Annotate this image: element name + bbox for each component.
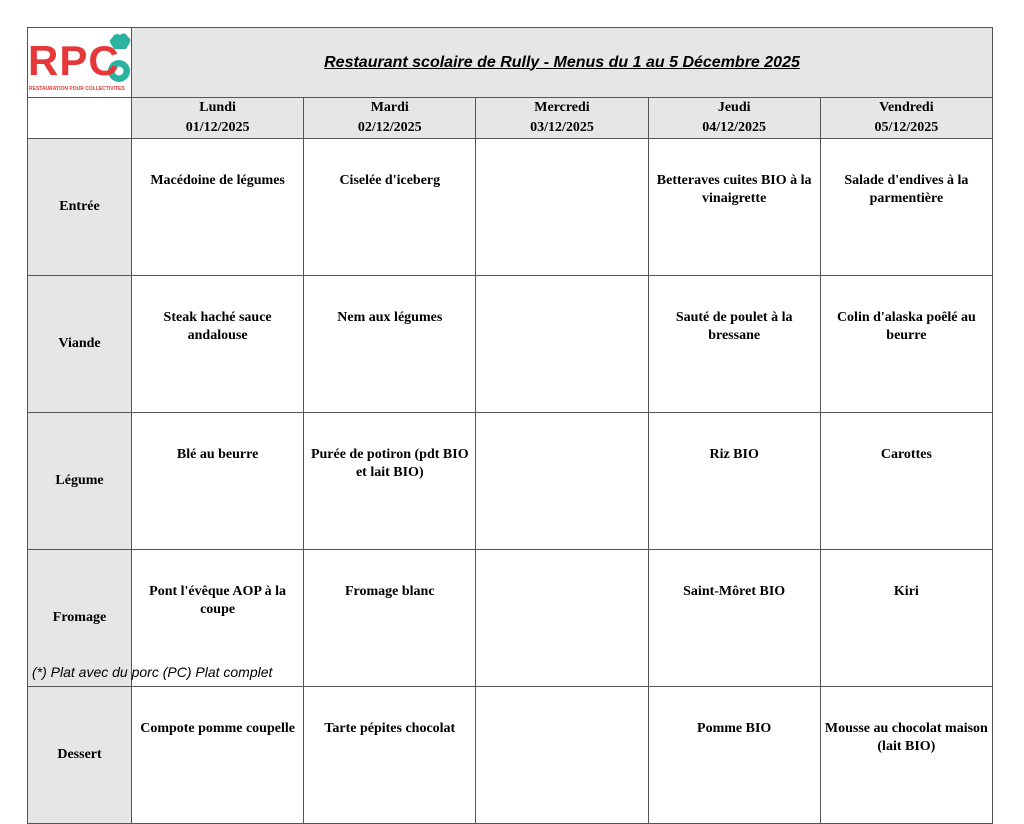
dish-cell: Betteraves cuites BIO à la vinaigrette <box>648 139 820 276</box>
dish-cell: Pont l'évêque AOP à la coupe <box>132 550 304 687</box>
dish-cell: Fromage blanc <box>304 550 476 687</box>
dish-cell: Steak haché sauce andalouse <box>132 276 304 413</box>
dish-cell: Saint-Môret BIO <box>648 550 820 687</box>
dish-cell: Nem aux légumes <box>304 276 476 413</box>
dish-cell: Riz BIO <box>648 413 820 550</box>
dish-cell <box>476 687 648 824</box>
logo-subtitle: RESTAURATION POUR COLLECTIVITES <box>29 86 125 92</box>
day-date: 05/12/2025 <box>874 120 939 135</box>
dish-cell: Mousse au chocolat maison (lait BIO) <box>820 687 992 824</box>
days-row <box>28 98 993 139</box>
dish-cell <box>476 276 648 413</box>
day-header-lundi <box>132 98 304 139</box>
title-cell <box>132 28 993 98</box>
day-name: Jeudi <box>717 100 751 115</box>
row-label: Fromage <box>28 550 132 687</box>
row-label: Légume <box>28 413 132 550</box>
day-date: 02/12/2025 <box>357 120 422 135</box>
header-row <box>28 28 993 98</box>
dish-cell: Tarte pépites chocolat <box>304 687 476 824</box>
dish-cell: Compote pomme coupelle <box>132 687 304 824</box>
row-viande <box>28 276 993 413</box>
day-date: 01/12/2025 <box>185 120 250 135</box>
dish-cell: Colin d'alaska poêlé au beurre <box>820 276 992 413</box>
menu-table <box>27 27 993 824</box>
row-label: Viande <box>28 276 132 413</box>
rpc-logo <box>28 28 131 97</box>
row-dessert <box>28 687 993 824</box>
day-date: 03/12/2025 <box>530 120 594 135</box>
day-name: Vendredi <box>879 100 934 115</box>
dish-cell: Macédoine de légumes <box>132 139 304 276</box>
day-header-mercredi <box>476 98 648 139</box>
row-entree <box>28 139 993 276</box>
dish-cell <box>476 139 648 276</box>
dish-cell: Salade d'endives à la parmentière <box>820 139 992 276</box>
logo-letters: RPC <box>28 37 120 84</box>
day-header-vendredi <box>820 98 992 139</box>
dish-cell: Purée de potiron (pdt BIO et lait BIO) <box>304 413 476 550</box>
row-legume <box>28 413 993 550</box>
footnote: (*) Plat avec du porc (PC) Plat complet <box>32 664 273 680</box>
row-label: Entrée <box>28 139 132 276</box>
day-name: Mardi <box>370 100 409 115</box>
dish-cell: Carottes <box>820 413 992 550</box>
page-title: Restaurant scolaire de Rully - Menus du 1 au 5 Décembre 2025 <box>324 53 800 71</box>
dish-cell: Sauté de poulet à la bressane <box>648 276 820 413</box>
dish-cell: Blé au beurre <box>132 413 304 550</box>
row-label: Dessert <box>28 687 132 824</box>
day-name: Lundi <box>199 100 236 115</box>
dish-cell: Pomme BIO <box>648 687 820 824</box>
dish-cell: Kiri <box>820 550 992 687</box>
dish-cell <box>476 550 648 687</box>
corner-cell <box>28 98 132 139</box>
day-header-mardi <box>304 98 476 139</box>
day-name: Mercredi <box>534 100 590 115</box>
dish-cell: Ciselée d'iceberg <box>304 139 476 276</box>
day-header-jeudi <box>648 98 820 139</box>
logo-cell <box>28 28 132 98</box>
day-date: 04/12/2025 <box>702 120 767 135</box>
dish-cell <box>476 413 648 550</box>
